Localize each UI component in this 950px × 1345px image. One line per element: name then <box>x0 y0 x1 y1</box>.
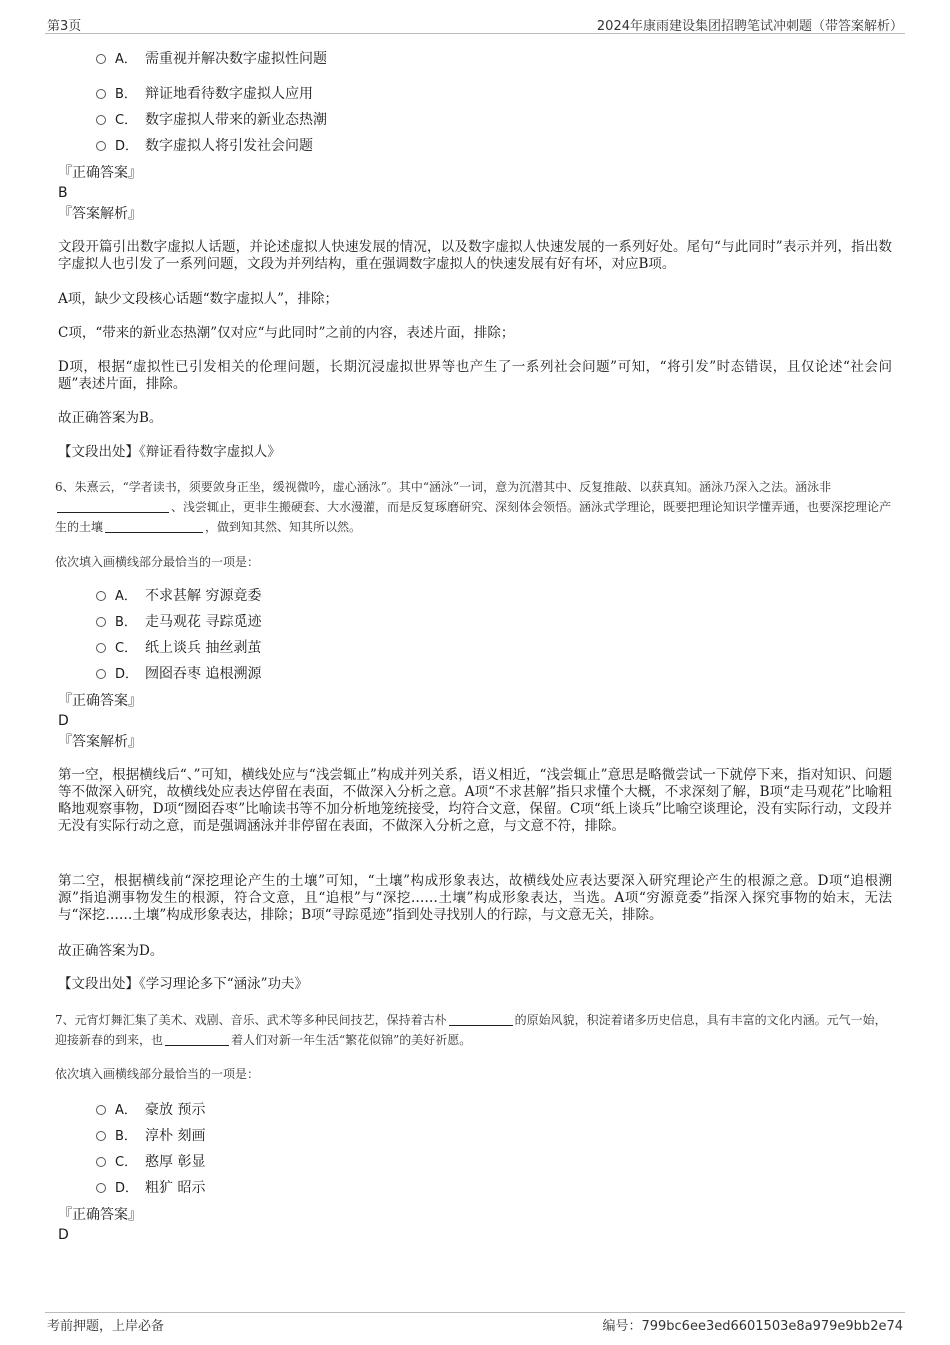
correct-answer-label: 『正确答案』 <box>58 1207 142 1223</box>
q7-stem: 7、元宵灯舞汇集了美术、戏剧、音乐、武术等多种民间技艺，保持着古朴 的原始风貌，积淀着诸多历史信息，具有丰富的文化内涵。元气一始，迎接新春的到来，也 着人们对新一年生活“繁花似锦”的美好祈愿。 <box>55 1013 887 1047</box>
q6-option-c[interactable]: C． 纸上谈兵 抽丝剥茧 <box>96 639 261 658</box>
blank-line <box>57 501 169 513</box>
radio-icon[interactable] <box>96 1157 106 1167</box>
blank-line <box>165 1034 229 1046</box>
q5-analysis-main: 文段开篇引出数字虚拟人话题，并论述虚拟人快速发展的情况，以及数字虚拟人快速发展的一系列好处。尾句“与此同时”表示并列，指出数字虚拟人也引发了一系列问题，文段为并列结构，重在强调数字虚拟人的快速发展有好有坏，对应B项。 <box>58 239 892 272</box>
q5-option-b[interactable]: B． 辩证地看待数字虚拟人应用 <box>96 85 313 104</box>
correct-answer-label: 『正确答案』 <box>58 165 142 181</box>
q5-analysis-d: D项，根据“虚拟性已引发相关的伦理问题，长期沉浸虚拟世界等也产生了一系列社会问题”可知，“将引发”时态错误，且仅论述“社会问题”表述片面，排除。 <box>58 359 892 392</box>
q6-conclusion: 故正确答案为D。 <box>58 943 164 959</box>
q5-answer: B <box>58 185 68 201</box>
q6-prompt: 依次填入画横线部分最恰当的一项是： <box>55 555 260 569</box>
analysis-label: 『答案解析』 <box>58 734 142 750</box>
document-title: 2024年康雨建设集团招聘笔试冲刺题（带答案解析） <box>596 19 903 34</box>
correct-answer-label: 『正确答案』 <box>58 693 142 709</box>
q5-conclusion: 故正确答案为B。 <box>58 410 163 426</box>
q6-source: 【文段出处】《学习理论多下“涵泳”功夫》 <box>58 976 309 992</box>
q7-option-b[interactable]: B． 淳朴 刻画 <box>96 1127 205 1146</box>
q5-analysis-a: A项，缺少文段核心话题“数字虚拟人”，排除； <box>58 291 339 307</box>
radio-icon[interactable] <box>96 1183 106 1193</box>
q7-prompt: 依次填入画横线部分最恰当的一项是： <box>55 1067 260 1081</box>
page-number: 第3页 <box>47 19 82 34</box>
q6-option-d[interactable]: D． 囫囵吞枣 追根溯源 <box>96 665 261 684</box>
radio-icon[interactable] <box>96 669 106 679</box>
document-id: 编号：799bc6ee3ed6601503e8a979e9bb2e74 <box>602 1319 903 1334</box>
q6-answer: D <box>58 713 69 729</box>
q6-analysis-blank2: 第二空，根据横线前“深挖理论产生的土壤”可知，“土壤”构成形象表达，故横线处应表达要深入研究理论产生的根源之意。D项“追根溯源”指追溯事物发生的根源，符合文意，且“追根”与“深挖……土壤”构成形象表达，当选。A项“穷源竟委”指深入探究事物的始末，无法与“深挖……土壤”构成形象表达，排除；B项“寻踪觅迹”指到处寻找别人的行踪，与文意无关，排除。 <box>58 873 892 923</box>
q5-option-c[interactable]: C． 数字虚拟人带来的新业态热潮 <box>96 111 327 130</box>
radio-icon[interactable] <box>96 617 106 627</box>
q5-option-a[interactable]: A． 需重视并解决数字虚拟性问题 <box>96 50 327 69</box>
radio-icon[interactable] <box>96 643 106 653</box>
blank-line <box>105 521 203 533</box>
radio-icon[interactable] <box>96 1131 106 1141</box>
q5-option-d[interactable]: D． 数字虚拟人将引发社会问题 <box>96 137 313 156</box>
q5-analysis-c: C项，“带来的新业态热潮”仅对应“与此同时”之前的内容，表述片面，排除； <box>58 325 515 341</box>
footer-slogan: 考前押题，上岸必备 <box>47 1319 165 1334</box>
radio-icon[interactable] <box>96 54 106 64</box>
q5-source: 【文段出处】《辩证看待数字虚拟人》 <box>58 444 281 460</box>
q7-option-c[interactable]: C． 憨厚 彰显 <box>96 1153 205 1172</box>
q7-option-a[interactable]: A． 豪放 预示 <box>96 1101 205 1120</box>
radio-icon[interactable] <box>96 1105 106 1115</box>
radio-icon[interactable] <box>96 141 106 151</box>
q6-stem: 6、朱熹云，“学者读书，须要敛身正坐，缓视微吟，虚心涵泳”。其中“涵泳”一词，意为沉潜其中、反复推敲、以获真知。涵泳乃深入之法。涵泳非、浅尝辄止，更非生搬硬套、大水漫灌，而是反复琢磨研究、深刻体会领悟。涵泳式学理论，既要把理论知识学懂弄通，也要深挖理论产生的土壤 ，做到知其然、知其所以然。 <box>55 480 892 534</box>
radio-icon[interactable] <box>96 89 106 99</box>
analysis-label: 『答案解析』 <box>58 206 142 222</box>
page-footer <box>45 1312 905 1334</box>
page-header <box>45 14 905 34</box>
q6-option-a[interactable]: A． 不求甚解 穷源竟委 <box>96 587 261 606</box>
q6-analysis-blank1: 第一空，根据横线后“、”可知，横线处应与“浅尝辄止”构成并列关系，语义相近，“浅尝辄止”意思是略微尝试一下就停下来，指对知识、问题等不做深入研究，故横线处应表达停留在表面，不做深入分析之意。A项“不求甚解”指只求懂个大概，不求深刻了解，B项“走马观花”比喻粗略地观察事物，D项“囫囵吞枣”比喻读书等不加分析地笼统接受，均符合文意，保留。C项“纸上谈兵”比喻空谈理论，没有实际行动，文段并无没有实际行动之意，而是强调涵泳并非停留在表面，不做深入分析之意，与文意不符，排除。 <box>58 767 892 834</box>
q6-option-b[interactable]: B． 走马观花 寻踪觅迹 <box>96 613 261 632</box>
blank-line <box>449 1014 513 1026</box>
q7-answer: D <box>58 1227 69 1243</box>
radio-icon[interactable] <box>96 115 106 125</box>
radio-icon[interactable] <box>96 591 106 601</box>
q7-option-d[interactable]: D． 粗犷 昭示 <box>96 1179 205 1198</box>
